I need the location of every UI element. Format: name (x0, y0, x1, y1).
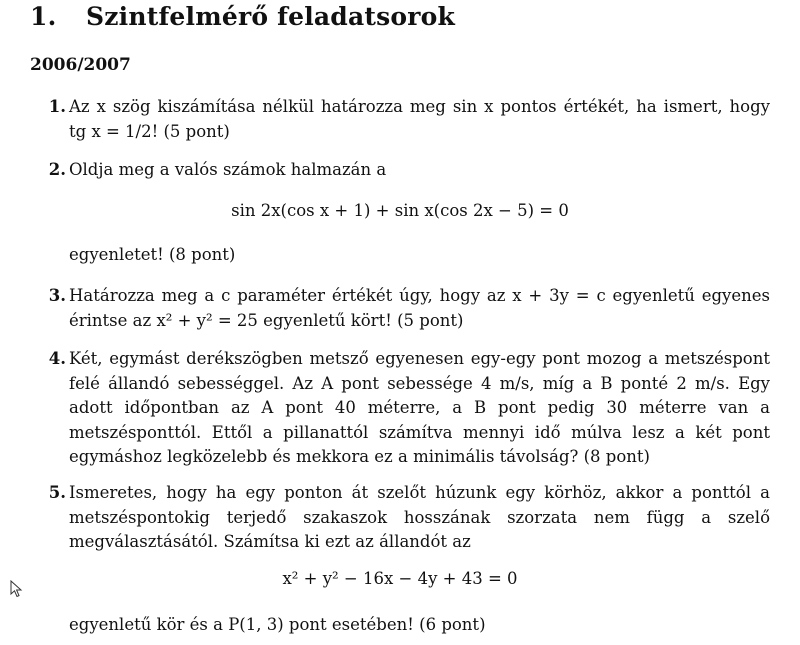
problem-number: 5. (48, 483, 66, 502)
problem-5-continuation (40, 613, 770, 638)
problem-text: Ismeretes, hogy ha egy ponton át szelőt húzunk egy körhöz, akkor a ponttól a metszéspontokig terjedő szakaszok hosszának szorzata nem függ a szelő megválasztásától. Számítsa ki ezt az állandót az (69, 483, 770, 551)
section-heading (30, 2, 455, 31)
problem-2-continuation (40, 243, 770, 268)
problem-number: 4. (48, 349, 66, 368)
problem-number: 3. (48, 286, 66, 305)
problem-text-after: egyenletet! (8 pont) (69, 245, 236, 264)
problem-5 (40, 481, 770, 555)
section-number: 1. (30, 2, 57, 31)
problem-3 (40, 284, 770, 333)
equation-1: sin 2x(cos x + 1) + sin x(cos 2x − 5) = 0 (231, 201, 569, 220)
mouse-pointer-icon (10, 580, 24, 598)
subsection-heading: 2006/2007 (30, 55, 131, 75)
equation-2: x² + y² − 16x − 4y + 43 = 0 (282, 569, 518, 588)
problem-text: Az x szög kiszámítása nélkül határozza meg sin x pontos értékét, ha ismert, hogy tg x = 1/2! (5 pont) (69, 97, 770, 141)
problem-number: 1. (48, 97, 66, 116)
problem-1 (40, 95, 770, 144)
problem-number: 2. (48, 160, 66, 179)
problem-text: Két, egymást derékszögben metsző egyenesen egy-egy pont mozog a metszéspont felé állandó sebességgel. Az A pont sebessége 4 m/s, míg a B ponté 2 m/s. Egy adott időpontban az A pont 40 méterre, a B pont pedig 30 méterre van a metszésponttól. Ettől a pillanattól számítva mennyi idő múlva lesz a két pont egymáshoz legközelebb és mekkora ez a minimális távolság? (8 pont) (69, 349, 770, 466)
problem-text-after: egyenletű kör és a P(1, 3) pont esetében! (6 pont) (69, 615, 486, 634)
problem-text: Határozza meg a c paraméter értékét úgy, hogy az x + 3y = c egyenletű egyenes érintse az x² + y² = 25 egyenletű kört! (5 pont) (69, 286, 770, 330)
problem-text: Oldja meg a valós számok halmazán a (69, 160, 387, 179)
problem-4 (40, 347, 770, 470)
section-title: Szintfelmérő feladatsorok (86, 2, 456, 31)
problem-2 (40, 158, 770, 183)
